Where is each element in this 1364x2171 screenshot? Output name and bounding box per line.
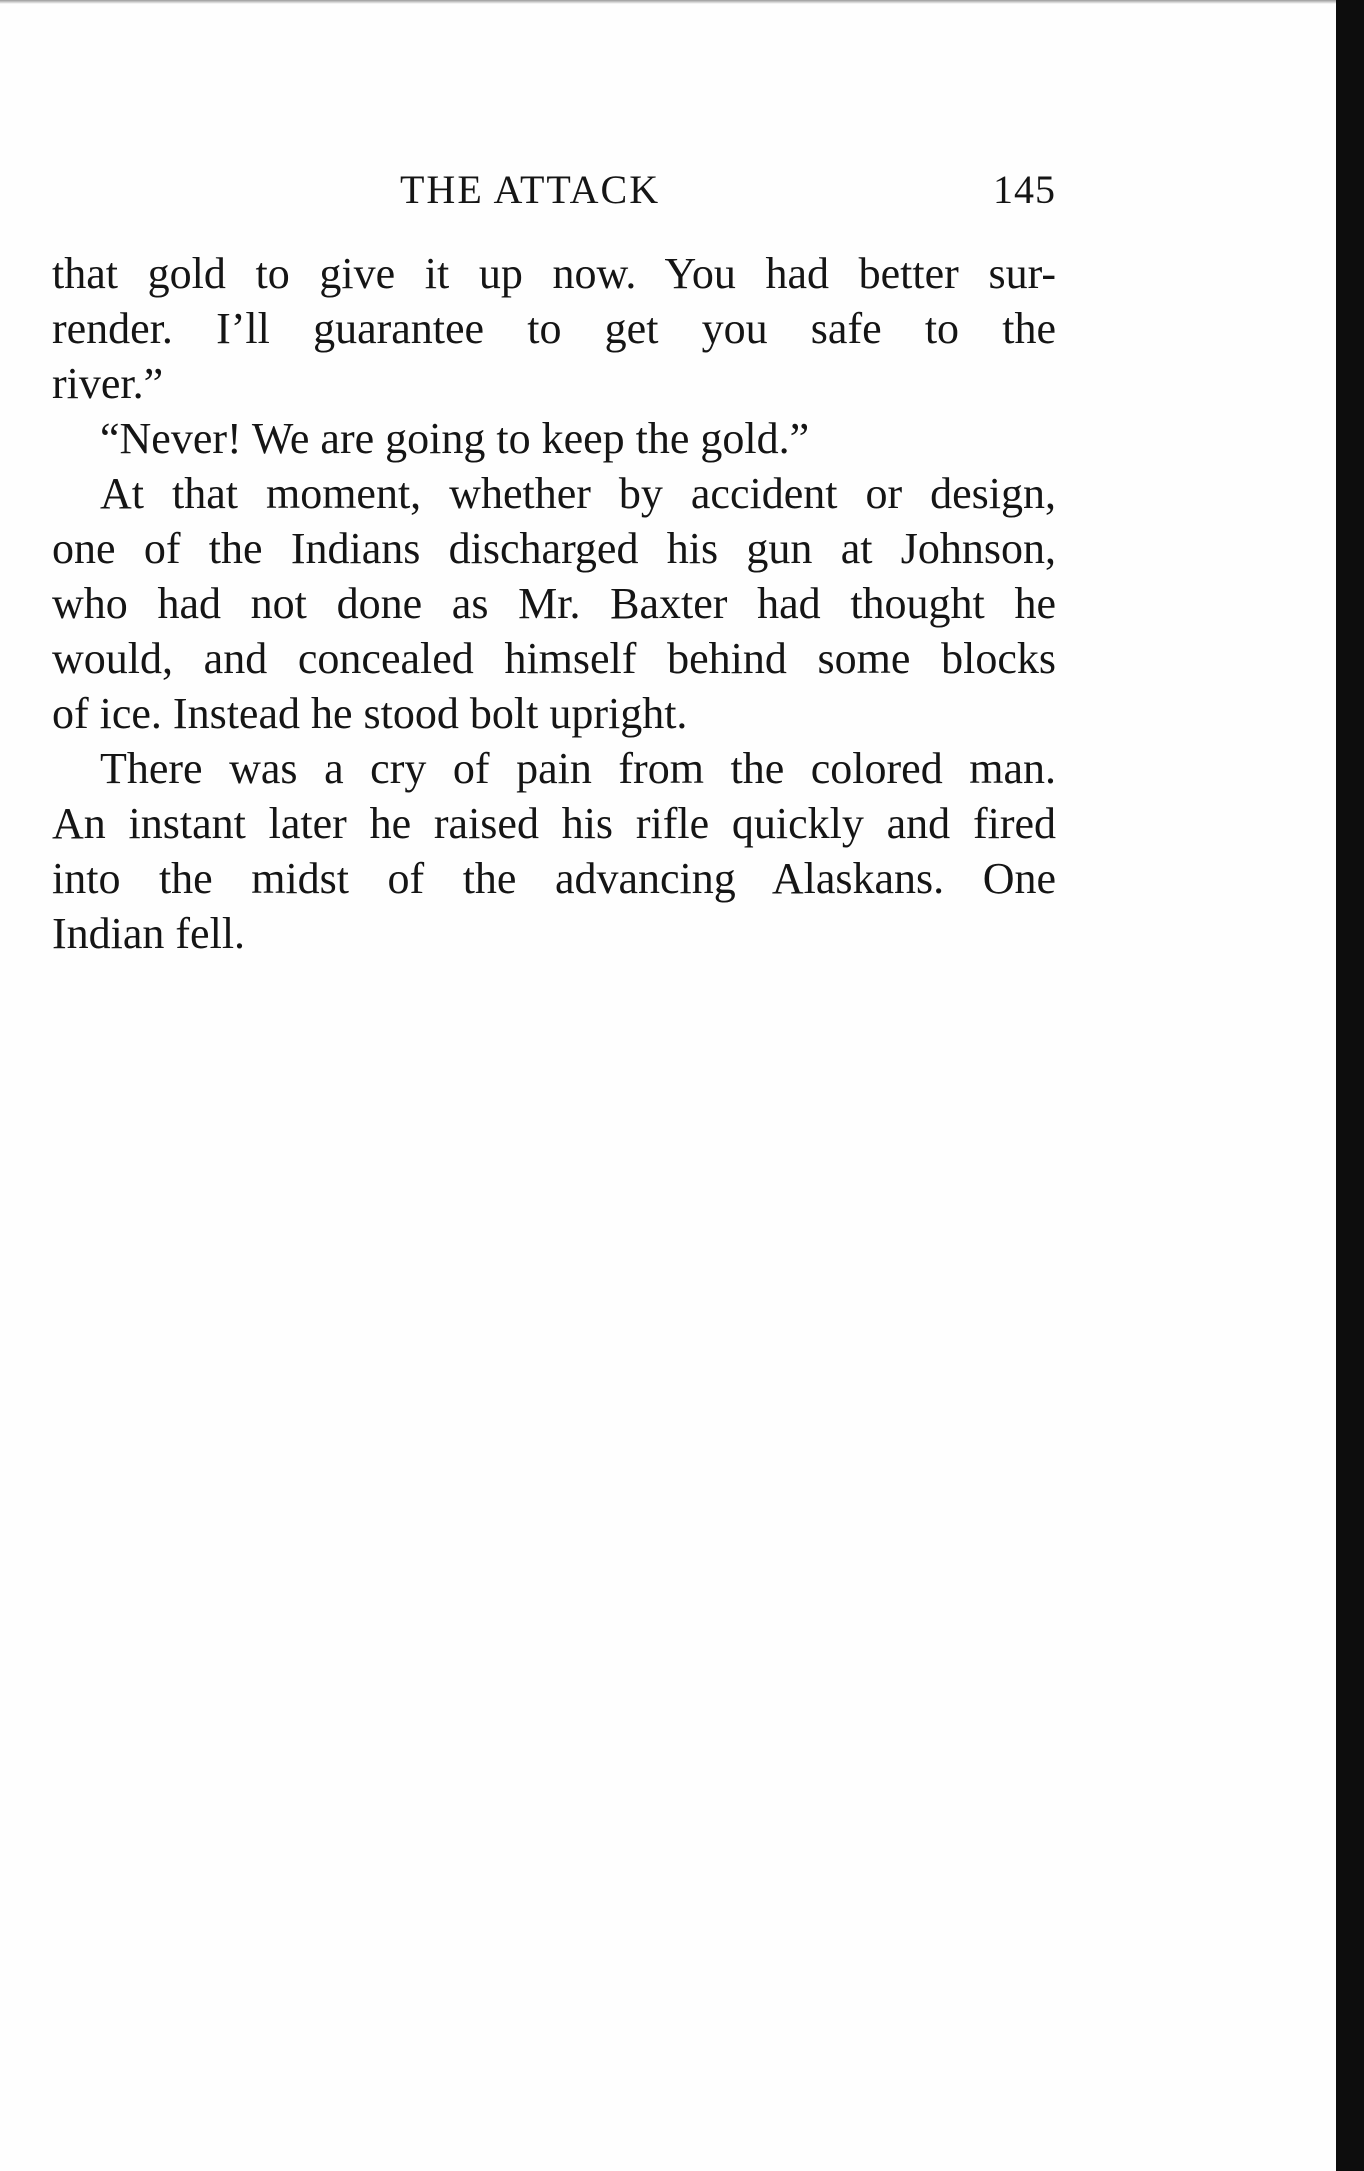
text-line: would, and concealed himself behind some blocks bbox=[52, 634, 1056, 683]
text-line: render. I’ll guarantee to get you safe to the bbox=[52, 304, 1056, 353]
text-line: into the midst of the advancing Alaskans. One bbox=[52, 854, 1056, 903]
text-line: “Never! We are going to keep the gold.” bbox=[100, 414, 810, 463]
text-line: river.” bbox=[52, 359, 164, 408]
text-line: At that moment, whether by accident or design, bbox=[100, 469, 1056, 518]
text-line: An instant later he raised his rifle quickly and fired bbox=[52, 799, 1056, 848]
running-title: THE ATTACK bbox=[400, 167, 661, 212]
body-text bbox=[52, 246, 1056, 961]
page-number: 145 bbox=[993, 167, 1056, 212]
scan-edge-right bbox=[1336, 0, 1364, 2171]
scan-edge-top bbox=[0, 0, 1340, 4]
text-line: There was a cry of pain from the colored man. bbox=[100, 744, 1056, 793]
text-line: that gold to give it up now. You had better sur- bbox=[52, 249, 1056, 298]
text-line: one of the Indians discharged his gun at Johnson, bbox=[52, 524, 1056, 573]
text-line: Indian fell. bbox=[52, 909, 246, 958]
text-line: of ice. Instead he stood bolt upright. bbox=[52, 689, 688, 738]
text-line: who had not done as Mr. Baxter had thought he bbox=[52, 579, 1056, 628]
running-head bbox=[52, 166, 1056, 216]
